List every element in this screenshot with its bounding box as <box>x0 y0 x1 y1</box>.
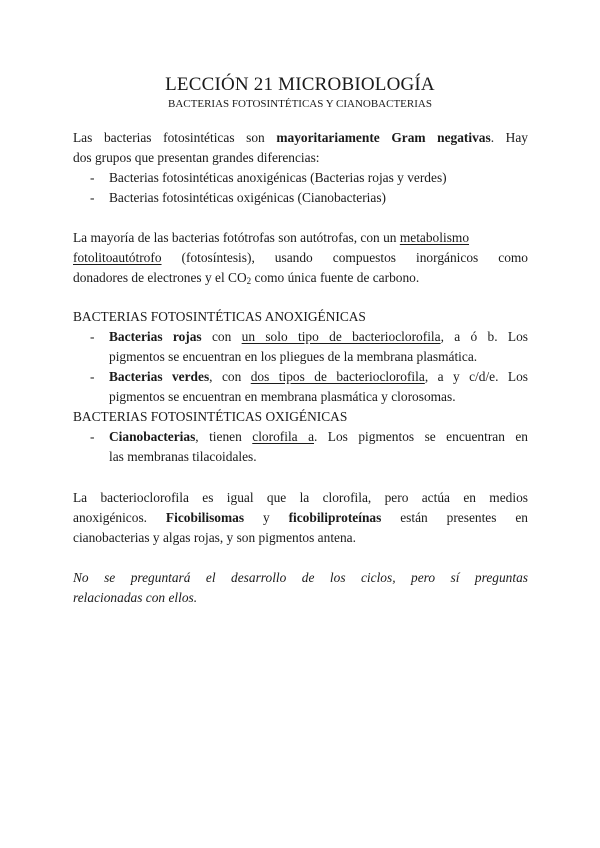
list-item: - Bacterias rojas con un solo tipo de bacterioclorofila, a ó b. Los pigmentos se encuentran en los pliegues de la membrana plasmática. <box>73 327 528 367</box>
list-item: - Cianobacterias, tienen clorofila a. Los pigmentos se encuentran en las membranas tilacoidales. <box>73 427 528 467</box>
fotolitoautotrofo-underline: fotolitoautótrofo <box>73 250 162 265</box>
page-subtitle: BACTERIAS FOTOSINTÉTICAS Y CIANOBACTERIAS <box>168 98 432 110</box>
bacteriochlorophyll-paragraph: La bacterioclorofila es igual que la clorofila, pero actúa en medios anoxigénicos. Ficobilisomas y ficobiliproteínas están presentes en cianobacterias y algas rojas, y son pigmentos antena. <box>73 490 529 545</box>
list-item: - Bacterias verdes, con dos tipos de bacterioclorofila, a y c/d/e. Los pigmentos se encuentran en membrana plasmática y clorosomas. <box>73 367 528 407</box>
gram-negative-bold: mayoritariamente Gram negativas <box>276 130 491 145</box>
intro-line-1: Las bacterias fotosintéticas son mayoritariamente Gram negativas. Hay <box>73 130 528 145</box>
list-item: - Bacterias fotosintéticas anoxigénicas (Bacterias rojas y verdes) <box>73 168 528 188</box>
intro-section <box>73 128 528 208</box>
intro-line-2: dos grupos que presentan grandes diferencias: <box>73 150 320 165</box>
metabolism-paragraph <box>73 228 528 288</box>
anoxigenic-heading: BACTERIAS FOTOSINTÉTICAS ANOXIGÉNICAS <box>73 309 366 324</box>
oxigenic-list <box>73 427 528 467</box>
list-item: - Bacterias fotosintéticas oxigénicas (Cianobacterias) <box>73 188 528 208</box>
oxigenic-heading: BACTERIAS FOTOSINTÉTICAS OXIGÉNICAS <box>73 409 348 424</box>
metabolism-line-2: fotolitoautótrofo (fotosíntesis), usando compuestos inorgánicos como <box>73 250 528 265</box>
intro-list <box>73 168 528 208</box>
metabolism-line-3: donadores de electrones y el $CO_2$ como única fuente de carbono. <box>73 270 420 286</box>
anoxigenic-list <box>73 327 528 407</box>
oxigenic-section <box>73 407 528 467</box>
exam-note: No se preguntará el desarrollo de los ciclos, pero sí preguntas relacionadas con ellos. <box>73 570 528 605</box>
intro-after-bold: . Hay <box>490 130 528 145</box>
metabolism-underline: metabolismo <box>399 230 470 245</box>
anoxigenic-section <box>73 307 528 407</box>
metabolism-line-1: La mayoría de las bacterias fotótrofas son autótrofas, con un metabolismo <box>73 230 470 245</box>
page-title: LECCIÓN 21 MICROBIOLOGÍA <box>165 74 435 95</box>
